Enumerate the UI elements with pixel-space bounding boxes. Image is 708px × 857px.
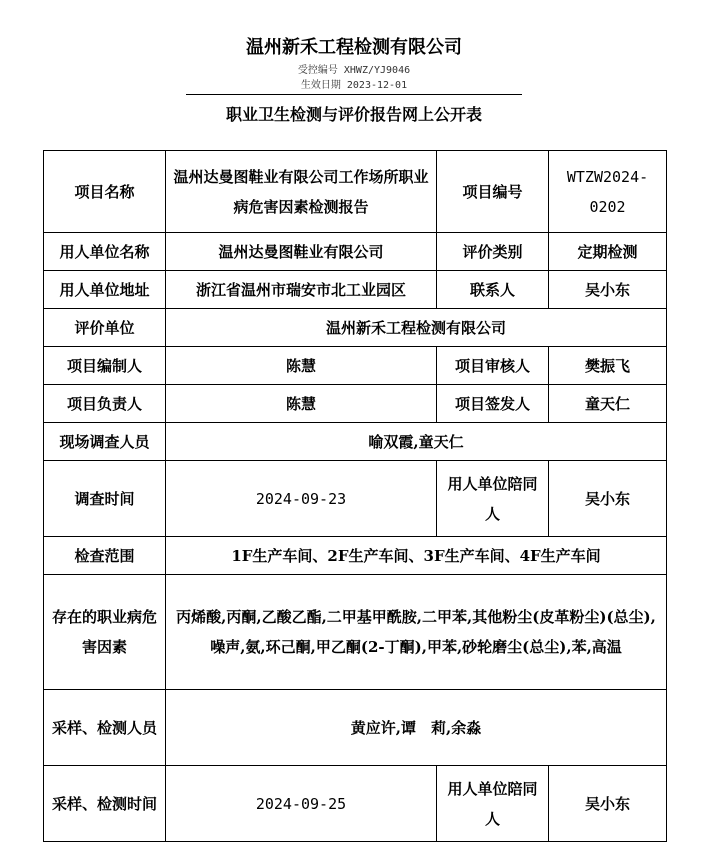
address-value: 浙江省温州市瑞安市北工业园区 (166, 271, 437, 309)
table-row (44, 233, 667, 271)
hazards-label: 存在的职业病危害因素 (44, 575, 166, 690)
sample-escort-value: 吴小东 (549, 766, 667, 842)
sample-time-label: 采样、检测时间 (44, 766, 166, 842)
project-name-label: 项目名称 (44, 151, 166, 233)
surveyors-value: 喻双霞,童天仁 (166, 423, 667, 461)
reviewer-label: 项目审核人 (437, 347, 549, 385)
issuer-value: 童天仁 (549, 385, 667, 423)
header-rule (186, 94, 522, 95)
scope-label: 检查范围 (44, 537, 166, 575)
issuer-label: 项目签发人 (437, 385, 549, 423)
sample-escort-label: 用人单位陪同人 (437, 766, 549, 842)
table-row (44, 309, 667, 347)
table-row (44, 690, 667, 766)
compiler-value: 陈慧 (166, 347, 437, 385)
scope-value: 1F生产车间、2F生产车间、3F生产车间、4F生产车间 (166, 537, 667, 575)
employer-value: 温州达曼图鞋业有限公司 (166, 233, 437, 271)
leader-value: 陈慧 (166, 385, 437, 423)
table-row (44, 575, 667, 690)
compiler-label: 项目编制人 (44, 347, 166, 385)
eval-unit-value: 温州新禾工程检测有限公司 (166, 309, 667, 347)
eval-unit-label: 评价单位 (44, 309, 166, 347)
table-row (44, 151, 667, 233)
eval-type-value: 定期检测 (549, 233, 667, 271)
table-row (44, 385, 667, 423)
table-row (44, 271, 667, 309)
table-row (44, 461, 667, 537)
contact-value: 吴小东 (549, 271, 667, 309)
table-row (44, 423, 667, 461)
contact-label: 联系人 (437, 271, 549, 309)
hazards-value: 丙烯酸,丙酮,乙酸乙酯,二甲基甲酰胺,二甲苯,其他粉尘(皮革粉尘)(总尘),噪声,氨,环己酮,甲乙酮(2-丁酮),甲苯,砂轮磨尘(总尘),苯,高温 (166, 575, 667, 690)
survey-time-value: 2024-09-23 (166, 461, 437, 537)
effective-date: 生效日期 2023-12-01 (300, 80, 408, 91)
table-row (44, 347, 667, 385)
survey-time-label: 调查时间 (44, 461, 166, 537)
table-row (44, 537, 667, 575)
control-number: 受控编号 XHWZ/YJ9046 (297, 65, 411, 76)
leader-label: 项目负责人 (44, 385, 166, 423)
document-title: 职业卫生检测与评价报告网上公开表 (225, 105, 482, 124)
project-no-value: WTZW2024-0202 (549, 151, 667, 233)
samplers-label: 采样、检测人员 (44, 690, 166, 766)
surveyors-label: 现场调查人员 (44, 423, 166, 461)
employer-label: 用人单位名称 (44, 233, 166, 271)
sample-time-value: 2024-09-25 (166, 766, 437, 842)
reviewer-value: 樊振飞 (549, 347, 667, 385)
samplers-value: 黄应许,谭 莉,余淼 (166, 690, 667, 766)
disclosure-table (43, 150, 667, 842)
survey-escort-value: 吴小东 (549, 461, 667, 537)
project-no-label: 项目编号 (437, 151, 549, 233)
company-name: 温州新禾工程检测有限公司 (246, 37, 462, 58)
address-label: 用人单位地址 (44, 271, 166, 309)
table-row (44, 766, 667, 842)
survey-escort-label: 用人单位陪同人 (437, 461, 549, 537)
project-name-value: 温州达曼图鞋业有限公司工作场所职业病危害因素检测报告 (166, 151, 437, 233)
eval-type-label: 评价类别 (437, 233, 549, 271)
